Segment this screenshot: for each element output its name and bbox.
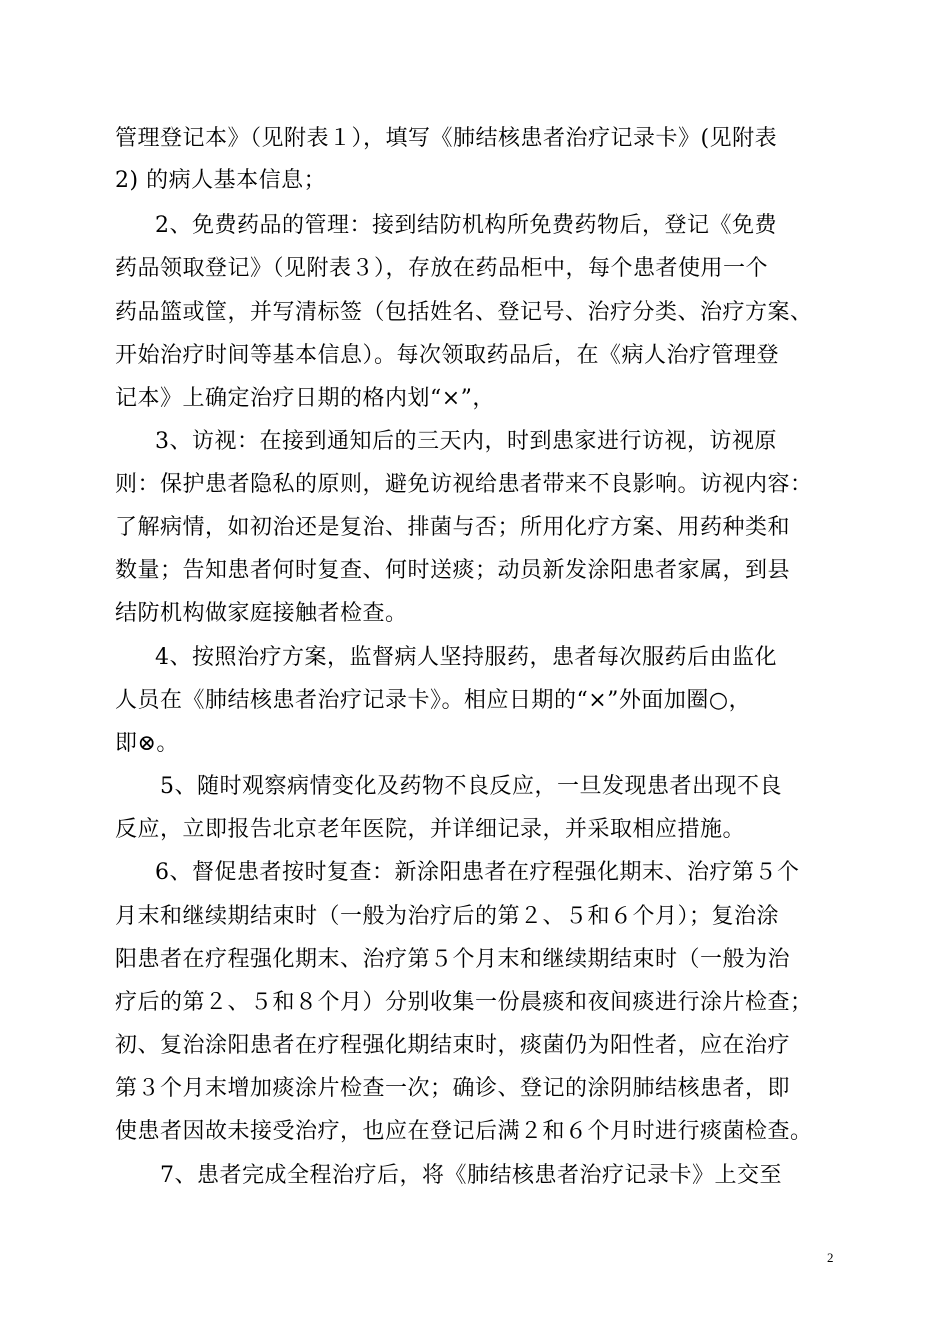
text-line: 使患者因故未接受治疗，也应在登记后满２和６个月时进行痰菌检查。 xyxy=(115,1119,813,1144)
text-line: 阳患者在疗程强化期末、治疗第５个月末和继续期结束时（一般为治 xyxy=(115,947,791,972)
text-line: 月末和继续期结束时（一般为治疗后的第２、５和６个月）；复治涂 xyxy=(115,904,780,929)
text-line: 管理登记本》（见附表１），填写《肺结核患者治疗记录卡》(见附表 xyxy=(115,126,778,151)
text-line: 疗后的第２、５和８个月）分别收集一份晨痰和夜间痰进行涂片检查； xyxy=(115,990,813,1015)
paragraph-7-line: 7、患者完成全程治疗后，将《肺结核患者治疗记录卡》上交至 xyxy=(160,1163,782,1188)
text-line: 2) 的病人基本信息； xyxy=(115,168,327,193)
text-line: 结防机构做家庭接触者检查。 xyxy=(115,601,408,626)
paragraph-3-line: 3、访视：在接到通知后的三天内，时到患家进行访视，访视原 xyxy=(155,429,777,454)
text-line: 开始治疗时间等基本信息）。每次领取药品后，在《病人治疗管理登 xyxy=(115,343,780,368)
text-line: 即⊗。 xyxy=(115,731,179,756)
text-line: 了解病情，如初治还是复治、排菌与否；所用化疗方案、用药种类和 xyxy=(115,515,791,540)
text-line: 记本》上确定治疗日期的格内划“×”， xyxy=(115,386,495,411)
paragraph-6-line: 6、督促患者按时复查：新涂阳患者在疗程强化期末、治疗第５个 xyxy=(155,860,800,885)
page-number: 2 xyxy=(827,1250,834,1265)
text-line: 则：保护患者隐私的原则，避免访视给患者带来不良影响。访视内容： xyxy=(115,472,813,497)
text-line: 第３个月末增加痰涂片检查一次；确诊、登记的涂阴肺结核患者，即 xyxy=(115,1076,791,1101)
text-line: 初、复治涂阳患者在疗程强化期结束时，痰菌仍为阳性者，应在治疗 xyxy=(115,1033,791,1058)
text-line: 药品领取登记》（见附表３），存放在药品柜中，每个患者使用一个 xyxy=(115,256,769,281)
text-line: 人员在《肺结核患者治疗记录卡》。相应日期的“×”外面加圈○， xyxy=(115,688,752,713)
text-line: 药品篮或筐，并写清标签（包括姓名、登记号、治疗分类、治疗方案、 xyxy=(115,300,813,325)
paragraph-2-line: 2、免费药品的管理：接到结防机构所免费药物后，登记《免费 xyxy=(155,213,777,238)
paragraph-4-line: 4、按照治疗方案，监督病人坚持服药，患者每次服药后由监化 xyxy=(155,645,777,670)
text-line: 反应，立即报告北京老年医院，并详细记录，并采取相应措施。 xyxy=(115,817,746,842)
paragraph-5-line: 5、随时观察病情变化及药物不良反应，一旦发现患者出现不良 xyxy=(160,774,782,799)
text-line: 数量；告知患者何时复查、何时送痰；动员新发涂阳患者家属，到县 xyxy=(115,558,791,583)
